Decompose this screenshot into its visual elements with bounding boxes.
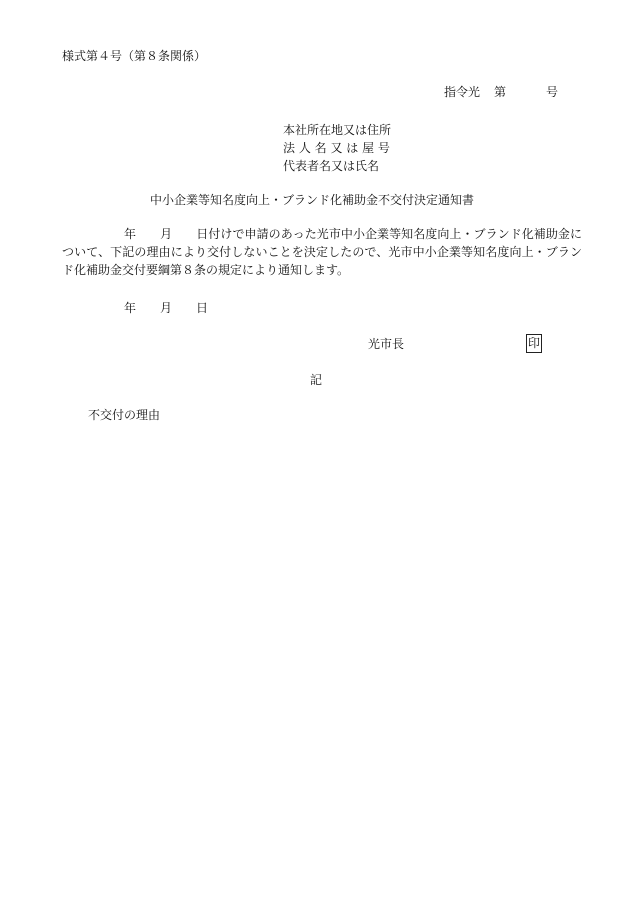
date-month: 月 — [160, 301, 173, 315]
addressee-block — [283, 121, 391, 175]
addressee-representative: 代表者名又は氏名 — [283, 159, 380, 173]
reason-label: 不交付の理由 — [88, 408, 161, 422]
body-year: 年 — [124, 227, 137, 241]
body-month: 月 — [160, 227, 173, 241]
doc-number-go: 号 — [546, 85, 559, 99]
addressee-company-name: 法 人 名 又 は 屋 号 — [283, 141, 390, 155]
issue-date — [124, 300, 208, 316]
date-year: 年 — [124, 301, 137, 315]
date-day: 日 — [196, 301, 209, 315]
seal-mark: 印 — [526, 334, 542, 353]
body-text: 日付けで申請のあった光市中小企業等知名度向上・ブランド化補助金について、下記の理由により交付しないことを決定したので、光市中小企業等知名度向上・ブランド化補助金交付要綱第８条の規定により通知します。 — [62, 227, 582, 277]
form-label: 様式第４号（第８条関係） — [62, 49, 207, 63]
ki-heading: 記 — [310, 373, 323, 387]
addressee-address: 本社所在地又は住所 — [283, 123, 392, 137]
issuer-name: 光市長 — [368, 337, 405, 351]
doc-number-prefix: 指令光 — [444, 85, 481, 99]
document-number — [444, 84, 558, 100]
notice-body — [62, 225, 582, 279]
doc-number-dai: 第 — [494, 85, 507, 99]
document-title: 中小企業等知名度向上・ブランド化補助金不交付決定通知書 — [150, 193, 475, 207]
